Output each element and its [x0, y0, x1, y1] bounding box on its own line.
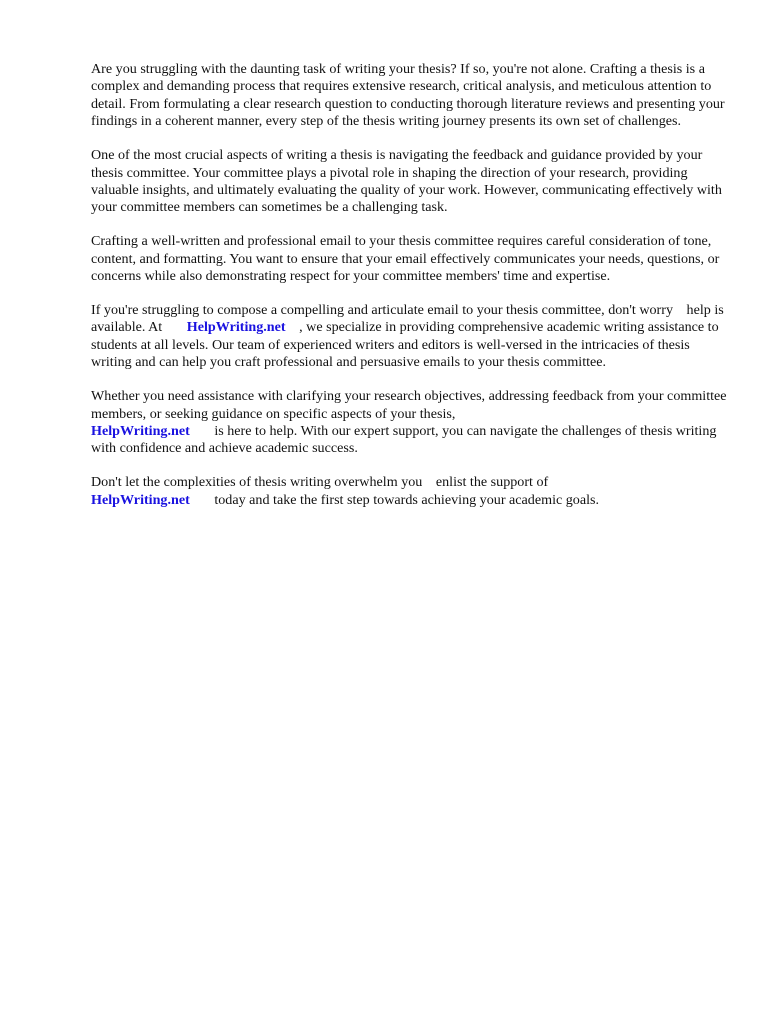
helpwriting-link-3[interactable]: HelpWriting.net: [91, 491, 190, 508]
paragraph-4-text-b: help is available. At: [91, 301, 724, 336]
paragraph-4: [91, 302, 731, 372]
paragraph-6-text-c: today and take the first step towards achieving your academic goals.: [214, 491, 600, 508]
paragraph-6: [91, 474, 731, 509]
paragraph-4-text-c: , we specialize in providing comprehensive academic writing assistance to students at all levels. Our team of experienced writers and editors is well-versed in the intricacies of thesis writing and can help you craft professional and persuasive emails to your thesis committee.: [91, 319, 719, 371]
paragraph-2: One of the most crucial aspects of writing a thesis is navigating the feedback and guidance provided by your thesis committee. Your committee plays a pivotal role in shaping the direction of your research, providing valuable insights, and ultimately evaluating the quality of your work. However, communicating effectively with your committee members can sometimes be a challenging task.: [91, 147, 722, 216]
paragraph-4-text-a: If you're struggling to compose a compelling and articulate email to your thesis committee, don't worry: [91, 301, 673, 318]
paragraph-3: Crafting a well-written and professional email to your thesis committee requires careful consideration of tone, content, and formatting. You want to ensure that your email effectively communicates your needs, questions, or concerns while also demonstrating respect for your committee members' time and expertise.: [91, 233, 720, 285]
paragraph-6-text-a: Don't let the complexities of thesis writing overwhelm you: [91, 474, 423, 491]
paragraph-5: [91, 388, 731, 458]
document-body: [91, 61, 731, 526]
paragraph-5-text-a: Whether you need assistance with clarifying your research objectives, addressing feedback from your committee members, or seeking guidance on specific aspects of your thesis,: [91, 388, 727, 422]
helpwriting-link-2[interactable]: HelpWriting.net: [91, 422, 190, 439]
helpwriting-link-1[interactable]: HelpWriting.net: [186, 319, 286, 336]
paragraph-1: Are you struggling with the daunting task of writing your thesis? If so, you're not alone. Crafting a thesis is a complex and demanding process that requires extensive research, critical analysis, and meticulous attention to detail. From formulating a clear research question to conducting thorough literature reviews and presenting your findings in a coherent manner, every step of the thesis writing journey presents its own set of challenges.: [91, 61, 725, 130]
paragraph-5-text-b: is here to help. With our expert support, you can navigate the challenges of thesis writing with confidence and achieve academic success.: [91, 422, 717, 457]
paragraph-6-text-b: enlist the support of: [435, 474, 549, 491]
